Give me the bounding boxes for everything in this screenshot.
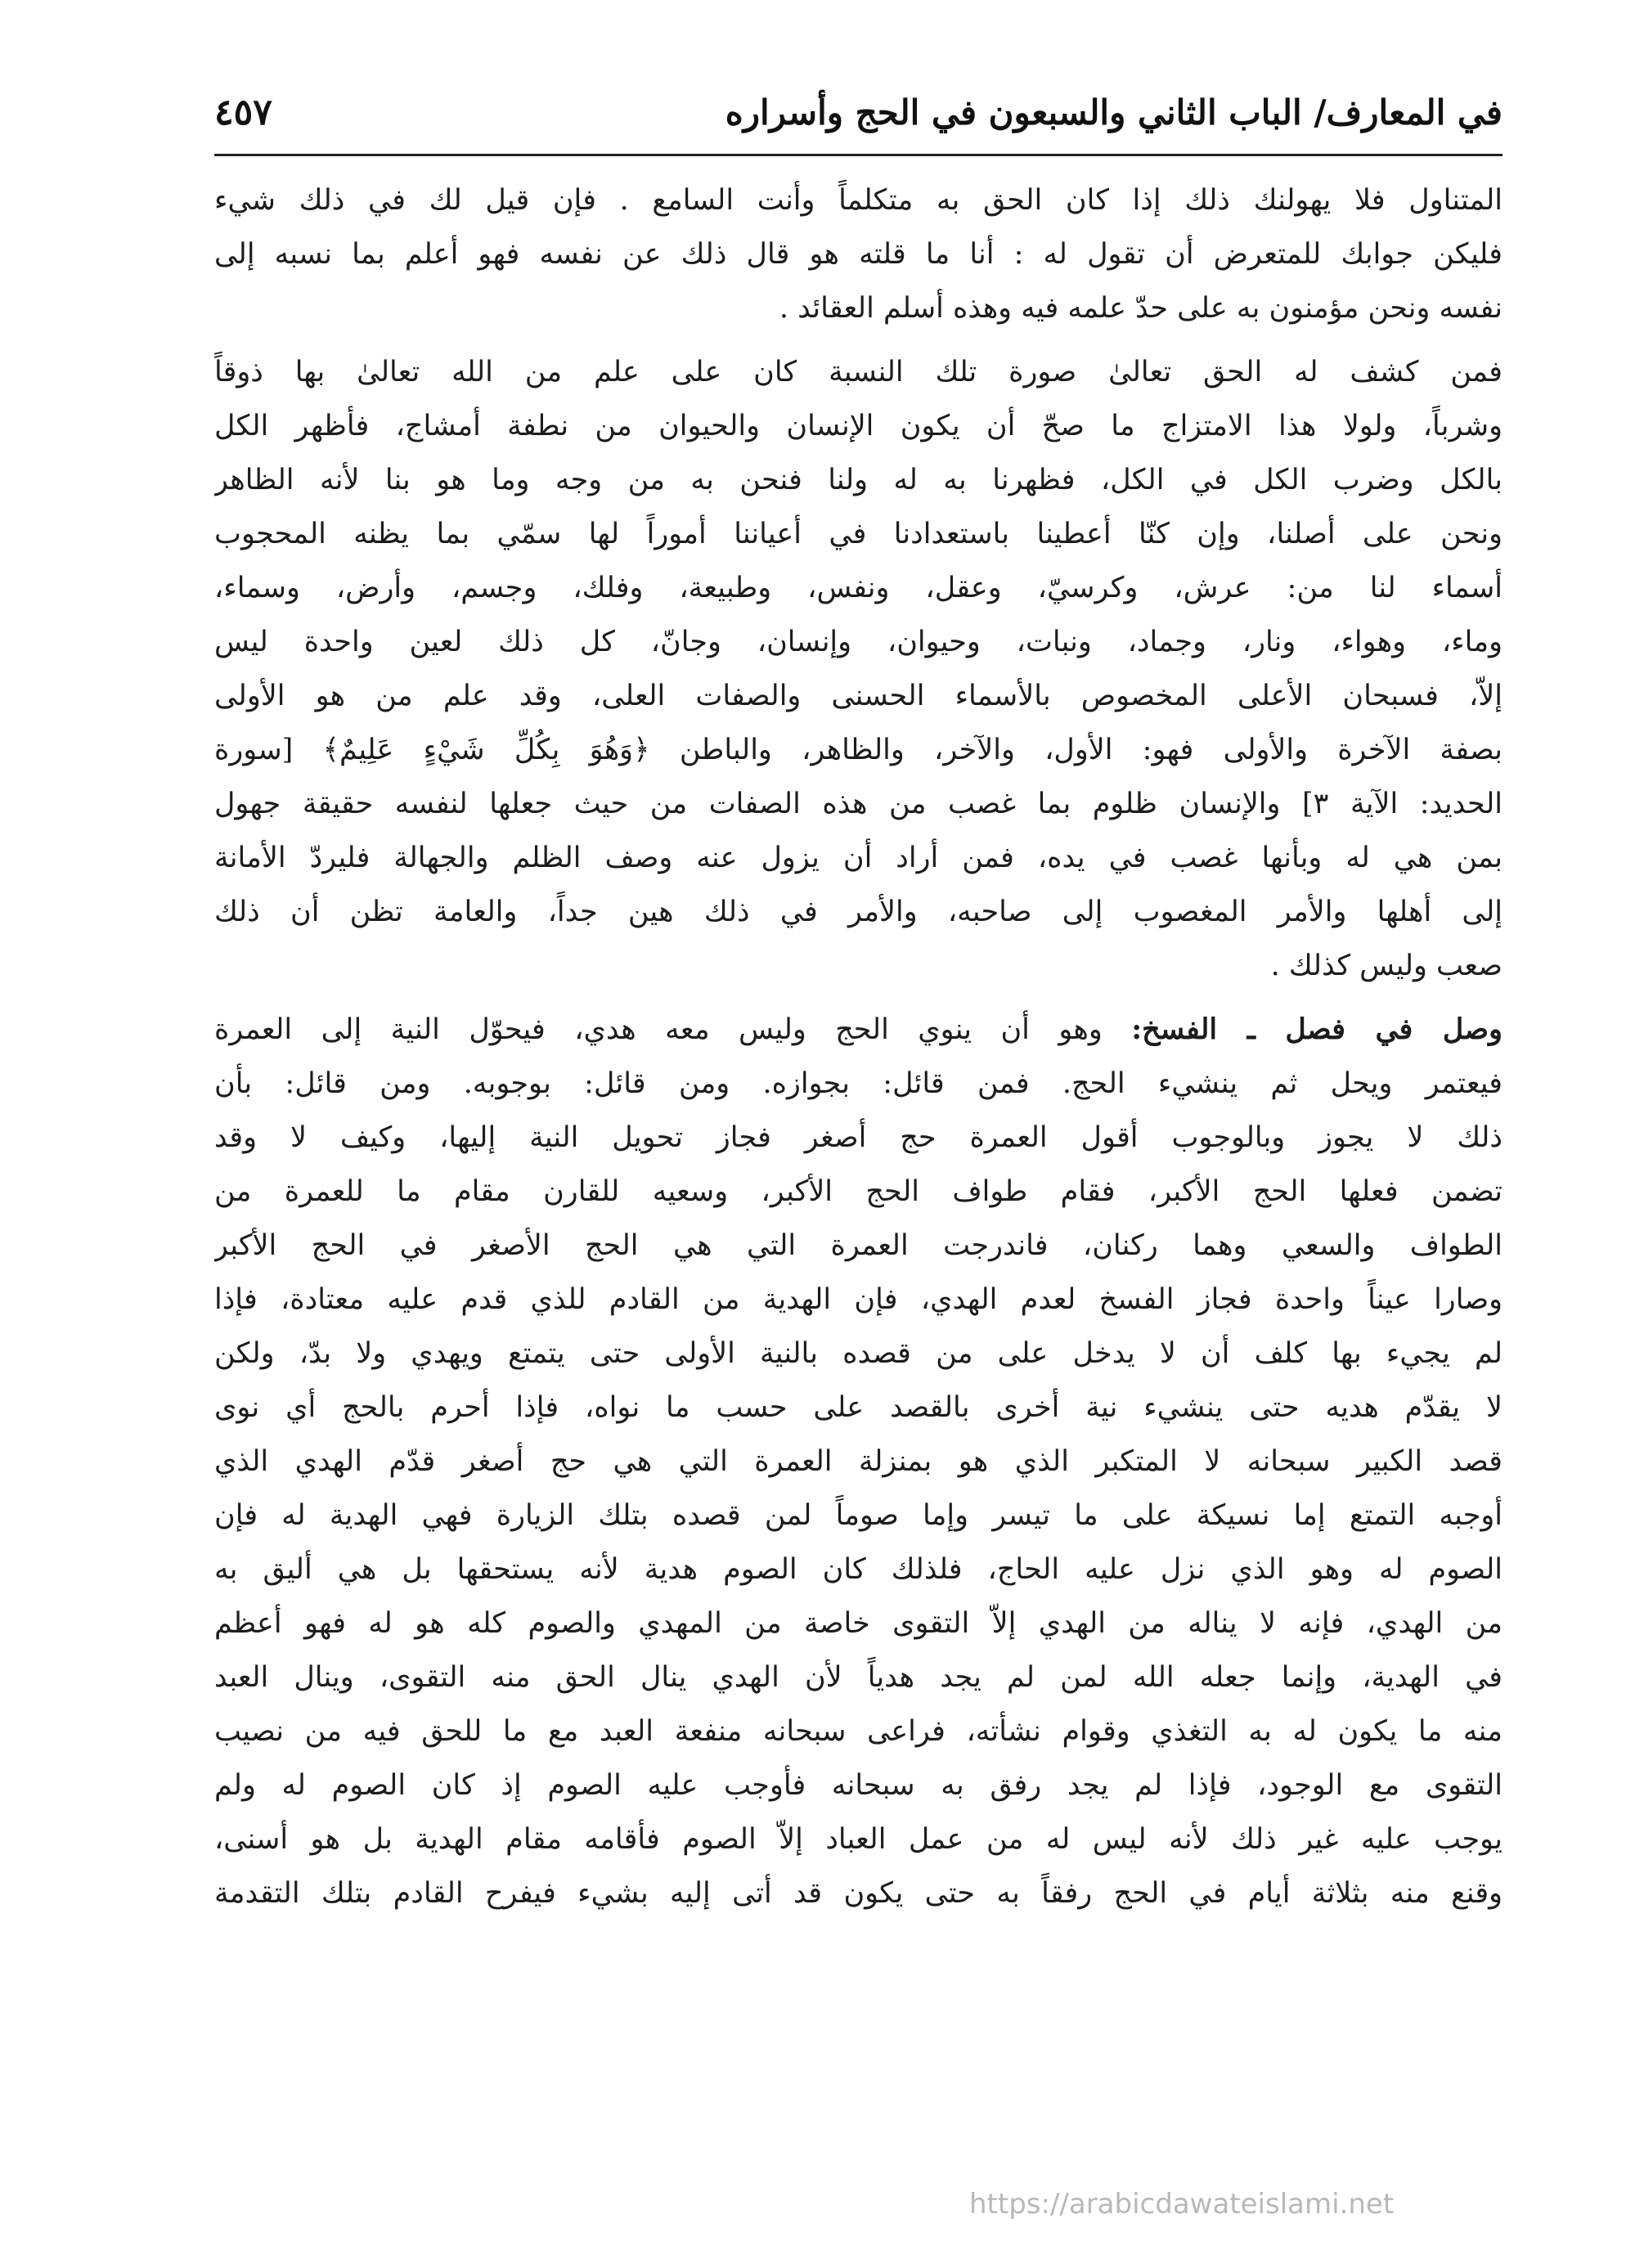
text-line: الحديد: الآية ٣] والإنسان ظلوم بما غصب من هذه الصفات من حيث جعلها لنفسه حقيقة جهول — [214, 788, 1502, 820]
text-line: وصارا عيناً واحدة فجاز الفسخ لعدم الهدي، فإن الهدية من القادم للذي قدم عليه معتادة، فإذا — [214, 1283, 1502, 1316]
text-line: بمن هي له وبأنها غصب في يده، فمن أراد أن يزول عنه وصف الظلم والجهالة فليردّ الأمانة — [214, 842, 1502, 874]
section-heading: وصل في فصل ـ الفسخ: — [1131, 1013, 1502, 1046]
text-line: الصوم له وهو الذي نزل عليه الحاج، فلذلك كان الصوم هدية لأنه يستحقها بل هي أليق به — [214, 1553, 1502, 1586]
text-line: أسماء لنا من: عرش، وكرسيّ، وعقل، ونفس، وطبيعة، وفلك، وجسم، وأرض، وسماء، — [214, 572, 1502, 604]
text-line: فيعتمر ويحل ثم ينشيء الحج. فمن قائل: بجوازه. ومن قائل: بوجوبه. ومن قائل: بأن — [214, 1067, 1502, 1100]
watermark-url: https://arabicdawateislami.net — [969, 2188, 1395, 2221]
text-line: بالكل وضرب الكل في الكل، فظهرنا به له ولنا فنحن به من وجه وما هو بنا لأنه الظاهر — [214, 464, 1502, 496]
text-line: منه ما يكون له به التغذي وقوام نشأته، فراعى سبحانه منفعة العبد مع ما للحق فيه من نصيب — [214, 1715, 1502, 1748]
page-number: ٤٥٧ — [214, 91, 272, 133]
text-line: وشرباً، ولولا هذا الامتزاج ما صحّ أن يكون الإنسان والحيوان من نطفة أمشاج، فأظهر الكل — [214, 410, 1502, 442]
chapter-title: في المعارف/ الباب الثاني والسبعون في الحج وأسراره — [725, 92, 1502, 132]
text-line: تضمن فعلها الحج الأكبر، فقام طواف الحج الأكبر، وسعيه للقارن مقام ما للعمرة من — [214, 1175, 1502, 1208]
text-line: التقوى مع الوجود، فإذا لم يجد رفق به سبحانه فأوجب عليه الصوم إذ كان الصوم له ولم — [214, 1769, 1502, 1802]
text-line: صعب وليس كذلك . — [1270, 950, 1502, 982]
text-line: وماء، وهواء، ونار، وجماد، ونبات، وحيوان، وإنسان، وجانّ، كل ذلك لعين واحدة ليس — [214, 626, 1502, 658]
text-line: الطواف والسعي وهما ركنان، فاندرجت العمرة التي هي الحج الأصغر في الحج الأكبر — [214, 1229, 1502, 1262]
text-line: ذلك لا يجوز وبالوجوب أقول العمرة حج أصغر فجاز تحويل النية إليها، وكيف لا وقد — [214, 1121, 1502, 1154]
text-line: فليكن جوابك للمتعرض أن تقول له : أنا ما قلته هو قال ذلك عن نفسه فهو أعلم بما نسبه إلى — [214, 238, 1502, 271]
text-line — [214, 1003, 1502, 1057]
text-line: لا يقدّم هديه حتى ينشيء نية أخرى بالقصد على حسب ما نواه، فإذا أحرم بالحج أي نوى — [214, 1391, 1502, 1424]
text-line: نفسه ونحن مؤمنون به على حدّ علمه فيه وهذه أسلم العقائد . — [779, 292, 1502, 325]
body-text — [214, 173, 1502, 1920]
text-line: لم يجيء بها كلف أن لا يدخل على من قصده بالنية الأولى حتى يتمتع ويهدي ولا بدّ، ولكن — [214, 1337, 1502, 1370]
header-divider — [214, 154, 1502, 156]
text-line: ونحن على أصلنا، وإن كنّا أعطينا باستعدادنا في أعياننا أموراً لها سمّي بما يظنه المحجوب — [214, 518, 1502, 550]
text-run: وهو أن ينوي الحج وليس معه هدي، فيحوّل النية إلى العمرة — [214, 1013, 1132, 1046]
paragraph-1 — [214, 173, 1502, 335]
text-line: إلى أهلها والأمر المغصوب إلى صاحبه، والأمر في ذلك هين جداً، والعامة تظن أن ذلك — [214, 896, 1502, 928]
text-line: المتناول فلا يهولنك ذلك إذا كان الحق به متكلماً وأنت السامع . فإن قيل لك في ذلك شيء — [214, 184, 1502, 217]
text-line: أوجبه التمتع إما نسيكة على ما تيسر وإما صوماً لمن قصده بتلك الزيارة فهي الهدية له فإن — [214, 1499, 1502, 1532]
text-line: يوجب عليه غير ذلك لأنه ليس له من عمل العباد إلاّ الصوم فأقامه مقام الهدية بل هو أسنى، — [214, 1823, 1502, 1856]
paragraph-3 — [214, 1003, 1502, 1920]
text-line: وقنع منه بثلاثة أيام في الحج رفقاً به حتى يكون قد أتى إليه بشيء فيفرح القادم بتلك التقدمة — [214, 1877, 1502, 1910]
text-line: من الهدي، فإنه لا يناله من الهدي إلاّ التقوى خاصة من المهدي والصوم كله هو له فهو أعظم — [214, 1607, 1502, 1640]
text-line: في الهدية، وإنما جعله الله لمن لم يجد هدياً لأن الهدي ينال الحق منه التقوى، وينال العبد — [214, 1661, 1502, 1694]
running-header — [214, 75, 1502, 149]
text-line: قصد الكبير سبحانه لا المتكبر الذي هو بمنزلة العمرة التي هي حج أصغر قدّم الهدي الذي — [214, 1445, 1502, 1478]
text-line: بصفة الآخرة والأولى فهو: الأول، والآخر، والظاهر، والباطن ﴿وَهُوَ بِكُلِّ شَيْءٍ عَلِيمٌ﴾ [سورة — [214, 734, 1502, 766]
text-line: فمن كشف له الحق تعالىٰ صورة تلك النسبة كان على علم من الله تعالىٰ بها ذوقاً — [214, 356, 1502, 388]
paragraph-2 — [214, 345, 1502, 993]
text-line: إلاّ، فسبحان الأعلى المخصوص بالأسماء الحسنى والصفات العلى، وقد علم من هو الأولى — [214, 680, 1502, 712]
